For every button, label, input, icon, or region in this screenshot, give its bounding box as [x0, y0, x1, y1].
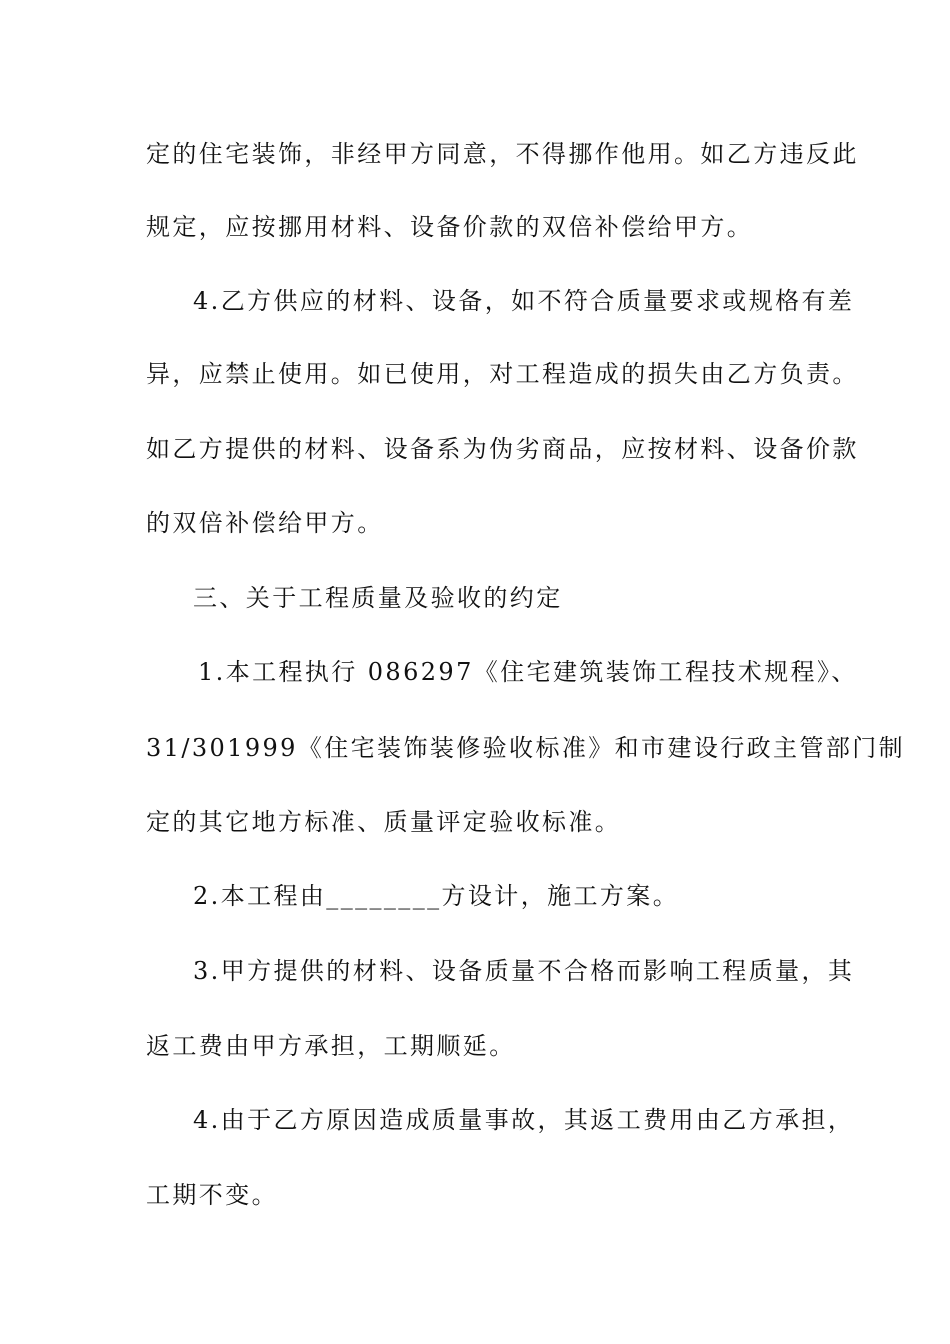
text-line-5: 如乙方提供的材料、设备系为伪劣商品，应按材料、设备价款 [146, 435, 859, 463]
paragraph-item-4-start: 4.乙方供应的材料、设备，如不符合质量要求或规格有差 [193, 287, 855, 315]
text-line-6: 的双倍补偿给甲方。 [146, 509, 384, 537]
text-line-9: 31/301999《住宅装饰装修验收标准》和市建设行政主管部门制 [146, 734, 906, 762]
text-line-1: 定的住宅装饰，非经甲方同意，不得挪作他用。如乙方违反此 [146, 140, 859, 168]
paragraph-item-1-start: 1.本工程执行 086297《住宅建筑装饰工程技术规程》、 [198, 658, 858, 686]
paragraph-item-2: 2.本工程由________方设计，施工方案。 [193, 882, 680, 910]
text-line-10: 定的其它地方标准、质量评定验收标准。 [146, 808, 622, 836]
paragraph-item-3-start: 3.甲方提供的材料、设备质量不合格而影响工程质量，其 [193, 957, 855, 985]
paragraph-item-4b-start: 4.由于乙方原因造成质量事故，其返工费用由乙方承担， [193, 1106, 855, 1134]
section-heading-3: 三、关于工程质量及验收的约定 [193, 584, 563, 612]
text-line-13: 返工费由甲方承担，工期顺延。 [146, 1032, 516, 1060]
text-line-4: 异，应禁止使用。如已使用，对工程造成的损失由乙方负责。 [146, 360, 859, 388]
text-line-2: 规定，应按挪用材料、设备价款的双倍补偿给甲方。 [146, 213, 754, 241]
text-line-15: 工期不变。 [146, 1181, 278, 1209]
